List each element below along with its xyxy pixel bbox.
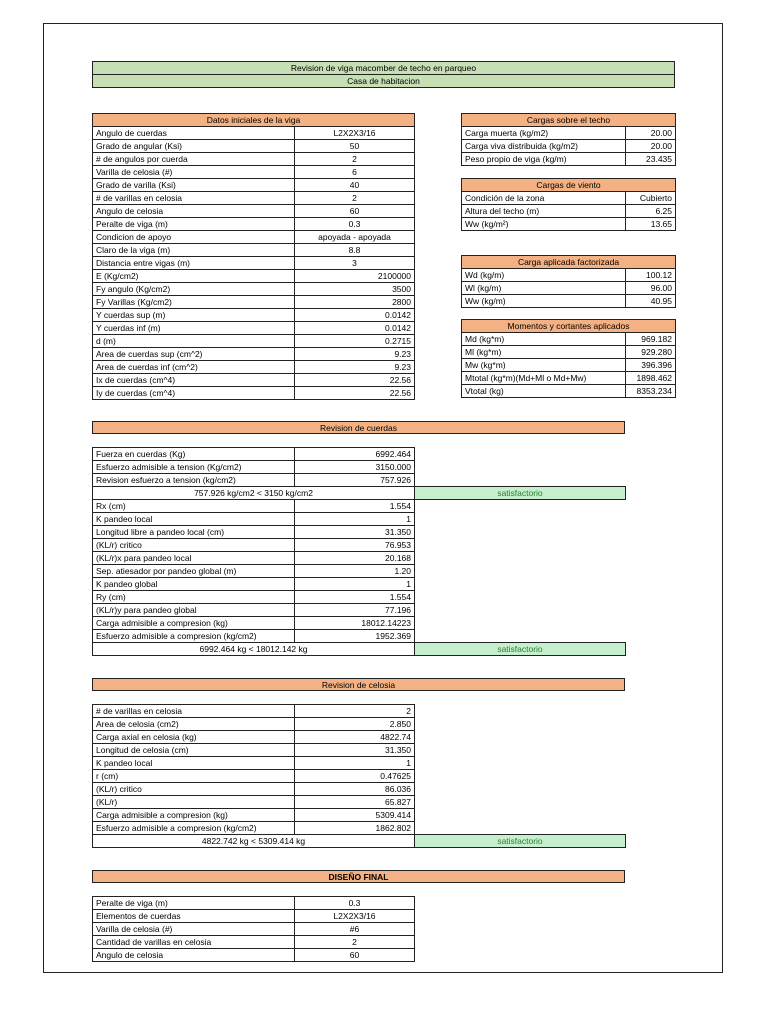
row-label: Grado de varilla (Ksi): [93, 179, 295, 192]
table-row: [93, 744, 626, 757]
table-row: [462, 205, 676, 218]
row-label: Condición de la zona: [462, 192, 626, 205]
title-line-1: Revision de viga macomber de techo en parqueo: [93, 62, 675, 75]
row-value: 6: [295, 166, 415, 179]
table-row: [462, 140, 676, 153]
row-value: 1.554: [295, 500, 415, 513]
row-label: Mw (kg*m): [462, 359, 626, 372]
table-row: [93, 205, 415, 218]
row-label: Peralte de viga (m): [93, 218, 295, 231]
row-value: 20.00: [626, 127, 676, 140]
row-value: 13.65: [626, 218, 676, 231]
row-value: 2: [295, 192, 415, 205]
check-expression: 757.926 kg/cm2 < 3150 kg/cm2: [93, 487, 415, 500]
row-label: d (m): [93, 335, 295, 348]
row-value: 396.396: [626, 359, 676, 372]
row-label: Longitud de celosia (cm): [93, 744, 295, 757]
row-spacer: [415, 783, 626, 796]
row-label: (KL/r)y para pandeo global: [93, 604, 295, 617]
row-value: 9.23: [295, 348, 415, 361]
row-value: 1.20: [295, 565, 415, 578]
row-label: Varilla de celosia (#): [93, 923, 295, 936]
row-spacer: [415, 578, 626, 591]
table-row: [93, 348, 415, 361]
row-label: Grado de angular (Ksi): [93, 140, 295, 153]
row-spacer: [415, 757, 626, 770]
row-value: 6992.464: [295, 448, 415, 461]
check-row: [93, 643, 626, 656]
cargas-viento-table: [461, 178, 676, 231]
table-row: [462, 269, 676, 282]
row-value: 96.00: [626, 282, 676, 295]
row-spacer: [415, 565, 626, 578]
revision-cuerdas-table: [92, 447, 626, 656]
row-label: Condicion de apoyo: [93, 231, 295, 244]
row-value: 3150.000: [295, 461, 415, 474]
table-row: [93, 387, 415, 400]
table-row: [93, 526, 626, 539]
table-row: [462, 385, 676, 398]
row-value: 3500: [295, 283, 415, 296]
row-value: L2X2X3/16: [295, 910, 415, 923]
row-label: r (cm): [93, 770, 295, 783]
table-row: [93, 257, 415, 270]
status-badge: satisfactorio: [415, 487, 626, 500]
title-table: [92, 61, 675, 88]
table-row: [93, 923, 415, 936]
row-label: Longitud libre a pandeo local (cm): [93, 526, 295, 539]
table-row: [93, 809, 626, 822]
table-row: [93, 578, 626, 591]
row-value: 31.350: [295, 526, 415, 539]
table-row: [93, 630, 626, 643]
row-spacer: [415, 552, 626, 565]
row-value: 1.554: [295, 591, 415, 604]
row-spacer: [415, 822, 626, 835]
row-value: 18012.14223: [295, 617, 415, 630]
row-label: Revision esfuerzo a tension (kg/cm2): [93, 474, 295, 487]
row-value: 0.0142: [295, 322, 415, 335]
row-label: Esfuerzo admisible a compresion (kg/cm2): [93, 822, 295, 835]
table-row: [93, 296, 415, 309]
cargas-viento-header: Cargas de viento: [462, 179, 676, 192]
table-row: [93, 513, 626, 526]
row-value: 22.56: [295, 387, 415, 400]
row-value: 22.56: [295, 374, 415, 387]
row-spacer: [415, 604, 626, 617]
row-value: 8353.234: [626, 385, 676, 398]
datos-iniciales-table: [92, 113, 415, 400]
table-row: [93, 474, 626, 487]
row-spacer: [415, 770, 626, 783]
row-value: 60: [295, 205, 415, 218]
row-value: 0.0142: [295, 309, 415, 322]
row-spacer: [415, 448, 626, 461]
row-label: Carga admisible a compresion (kg): [93, 809, 295, 822]
row-label: Fy angulo (Kg/cm2): [93, 283, 295, 296]
table-row: [462, 282, 676, 295]
revision-celosia-table: [92, 704, 626, 848]
row-spacer: [415, 461, 626, 474]
cargas-techo-table: [461, 113, 676, 166]
row-label: Mtotal (kg*m)(Md+Ml o Md+Mw): [462, 372, 626, 385]
row-label: (KL/r)x para pandeo local: [93, 552, 295, 565]
table-row: [462, 346, 676, 359]
row-value: 20.168: [295, 552, 415, 565]
row-label: Angulo de celosia: [93, 205, 295, 218]
row-value: 2100000: [295, 270, 415, 283]
row-value: Cubierto: [626, 192, 676, 205]
row-label: # de angulos por cuerda: [93, 153, 295, 166]
row-label: (KL/r) critico: [93, 783, 295, 796]
row-value: 4822.74: [295, 731, 415, 744]
check-row: [93, 835, 626, 848]
table-row: [93, 822, 626, 835]
momentos-table: [461, 319, 676, 398]
row-value: 2800: [295, 296, 415, 309]
row-value: 31.350: [295, 744, 415, 757]
table-row: [462, 359, 676, 372]
row-spacer: [415, 744, 626, 757]
row-label: Wd (kg/m): [462, 269, 626, 282]
momentos-header: Momentos y cortantes aplicados: [462, 320, 676, 333]
row-label: Carga axial en celosia (kg): [93, 731, 295, 744]
row-label: K pandeo global: [93, 578, 295, 591]
table-row: [93, 231, 415, 244]
row-label: Altura del techo (m): [462, 205, 626, 218]
status-badge: satisfactorio: [415, 835, 626, 848]
table-row: [93, 617, 626, 630]
row-spacer: [415, 731, 626, 744]
row-value: 23.435: [626, 153, 676, 166]
row-spacer: [415, 526, 626, 539]
table-row: [93, 461, 626, 474]
row-spacer: [415, 796, 626, 809]
row-value: 0.3: [295, 218, 415, 231]
row-spacer: [415, 630, 626, 643]
table-row: [462, 127, 676, 140]
table-row: [93, 218, 415, 231]
row-value: 2: [295, 705, 415, 718]
carga-factorizada-table: [461, 255, 676, 308]
row-value: 9.23: [295, 361, 415, 374]
row-label: (KL/r): [93, 796, 295, 809]
datos-header: Datos iniciales de la viga: [93, 114, 415, 127]
row-label: Md (kg*m): [462, 333, 626, 346]
row-label: Carga muerta (kg/m2): [462, 127, 626, 140]
row-label: # de varillas en celosia: [93, 705, 295, 718]
row-value: 6.25: [626, 205, 676, 218]
row-label: Iy de cuerdas (cm^4): [93, 387, 295, 400]
table-row: [93, 127, 415, 140]
row-value: apoyada - apoyada: [295, 231, 415, 244]
row-value: 2.850: [295, 718, 415, 731]
row-label: Claro de la viga (m): [93, 244, 295, 257]
row-value: 0.2715: [295, 335, 415, 348]
row-value: L2X2X3/16: [295, 127, 415, 140]
row-label: Varilla de celosia (#): [93, 166, 295, 179]
row-spacer: [415, 705, 626, 718]
row-value: 969.182: [626, 333, 676, 346]
table-row: [93, 500, 626, 513]
row-value: 100.12: [626, 269, 676, 282]
table-row: [93, 770, 626, 783]
revision-celosia-header: Revision de celosia: [92, 678, 625, 691]
row-label: Angulo de celosia: [93, 949, 295, 962]
row-label: Elementos de cuerdas: [93, 910, 295, 923]
table-row: [93, 448, 626, 461]
revision-cuerdas-header: Revision de cuerdas: [92, 421, 625, 434]
row-value: #6: [295, 923, 415, 936]
row-label: Ww (kg/m²): [462, 218, 626, 231]
table-row: [93, 539, 626, 552]
table-row: [93, 166, 415, 179]
row-label: # de varillas en celosia: [93, 192, 295, 205]
table-row: [93, 153, 415, 166]
row-label: Esfuerzo admisible a tension (Kg/cm2): [93, 461, 295, 474]
table-row: [93, 192, 415, 205]
row-spacer: [415, 539, 626, 552]
row-value: 60: [295, 949, 415, 962]
table-row: [93, 309, 415, 322]
row-label: Wl (kg/m): [462, 282, 626, 295]
row-label: Y cuerdas sup (m): [93, 309, 295, 322]
row-value: 1952.369: [295, 630, 415, 643]
table-row: [93, 705, 626, 718]
table-row: [93, 796, 626, 809]
row-label: Esfuerzo admisible a compresion (kg/cm2): [93, 630, 295, 643]
row-spacer: [415, 718, 626, 731]
row-label: Area de cuerdas sup (cm^2): [93, 348, 295, 361]
table-row: [93, 322, 415, 335]
row-value: 40.95: [626, 295, 676, 308]
row-label: Peralte de viga (m): [93, 897, 295, 910]
check-row: [93, 487, 626, 500]
row-label: Carga viva distribuida (kg/m2): [462, 140, 626, 153]
row-label: Rx (cm): [93, 500, 295, 513]
carga-factorizada-header: Carga aplicada factorizada: [462, 256, 676, 269]
row-value: 1898.462: [626, 372, 676, 385]
row-value: 2: [295, 153, 415, 166]
table-row: [93, 552, 626, 565]
row-spacer: [415, 513, 626, 526]
table-row: [462, 153, 676, 166]
row-value: 8.8: [295, 244, 415, 257]
table-row: [93, 179, 415, 192]
table-row: [93, 897, 415, 910]
check-expression: 6992.464 kg < 18012.142 kg: [93, 643, 415, 656]
status-badge: satisfactorio: [415, 643, 626, 656]
table-row: [93, 361, 415, 374]
row-spacer: [415, 591, 626, 604]
row-value: 1: [295, 513, 415, 526]
table-row: [93, 783, 626, 796]
row-spacer: [415, 617, 626, 630]
row-label: E (Kg/cm2): [93, 270, 295, 283]
row-value: 76.953: [295, 539, 415, 552]
row-value: 1: [295, 578, 415, 591]
row-value: 20.00: [626, 140, 676, 153]
row-label: Peso propio de viga (kg/m): [462, 153, 626, 166]
row-label: Ix de cuerdas (cm^4): [93, 374, 295, 387]
check-expression: 4822.742 kg < 5309.414 kg: [93, 835, 415, 848]
table-row: [93, 910, 415, 923]
table-row: [93, 335, 415, 348]
row-label: Area de cuerdas inf (cm^2): [93, 361, 295, 374]
row-label: Fy Varillas (Kg/cm2): [93, 296, 295, 309]
table-row: [462, 218, 676, 231]
table-row: [93, 591, 626, 604]
table-row: [93, 731, 626, 744]
row-label: Y cuerdas inf (m): [93, 322, 295, 335]
title-line-2: Casa de habitacion: [93, 75, 675, 88]
row-value: 0.3: [295, 897, 415, 910]
row-value: 3: [295, 257, 415, 270]
row-label: Ml (kg*m): [462, 346, 626, 359]
row-spacer: [415, 500, 626, 513]
table-row: [462, 372, 676, 385]
row-value: 1: [295, 757, 415, 770]
table-row: [93, 936, 415, 949]
row-spacer: [415, 809, 626, 822]
table-row: [93, 244, 415, 257]
row-label: Vtotal (kg): [462, 385, 626, 398]
row-label: Area de celosia (cm2): [93, 718, 295, 731]
row-label: K pandeo local: [93, 757, 295, 770]
table-row: [93, 270, 415, 283]
row-value: 5309.414: [295, 809, 415, 822]
cargas-techo-header: Cargas sobre el techo: [462, 114, 676, 127]
row-value: 77.196: [295, 604, 415, 617]
row-label: Fuerza en cuerdas (Kg): [93, 448, 295, 461]
row-value: 0.47625: [295, 770, 415, 783]
row-label: Sep. atiesador por pandeo global (m): [93, 565, 295, 578]
table-row: [93, 757, 626, 770]
row-value: 1862.802: [295, 822, 415, 835]
table-row: [93, 949, 415, 962]
row-label: K pandeo local: [93, 513, 295, 526]
row-label: Distancia entre vigas (m): [93, 257, 295, 270]
table-row: [93, 283, 415, 296]
table-row: [93, 604, 626, 617]
table-row: [462, 333, 676, 346]
table-row: [93, 374, 415, 387]
row-value: 2: [295, 936, 415, 949]
row-label: Ry (cm): [93, 591, 295, 604]
table-row: [93, 718, 626, 731]
table-row: [93, 140, 415, 153]
row-label: Angulo de cuerdas: [93, 127, 295, 140]
row-value: 86.036: [295, 783, 415, 796]
row-value: 50: [295, 140, 415, 153]
row-value: 40: [295, 179, 415, 192]
row-label: (KL/r) critico: [93, 539, 295, 552]
row-spacer: [415, 474, 626, 487]
row-value: 929.280: [626, 346, 676, 359]
row-label: Cantidad de varillas en celosia: [93, 936, 295, 949]
diseno-final-header: DISEÑO FINAL: [92, 870, 625, 883]
table-row: [462, 192, 676, 205]
table-row: [462, 295, 676, 308]
row-label: Ww (kg/m): [462, 295, 626, 308]
row-value: 757.926: [295, 474, 415, 487]
table-row: [93, 565, 626, 578]
row-label: Carga admisible a compresion (kg): [93, 617, 295, 630]
diseno-final-table: [92, 896, 415, 962]
row-value: 65.827: [295, 796, 415, 809]
